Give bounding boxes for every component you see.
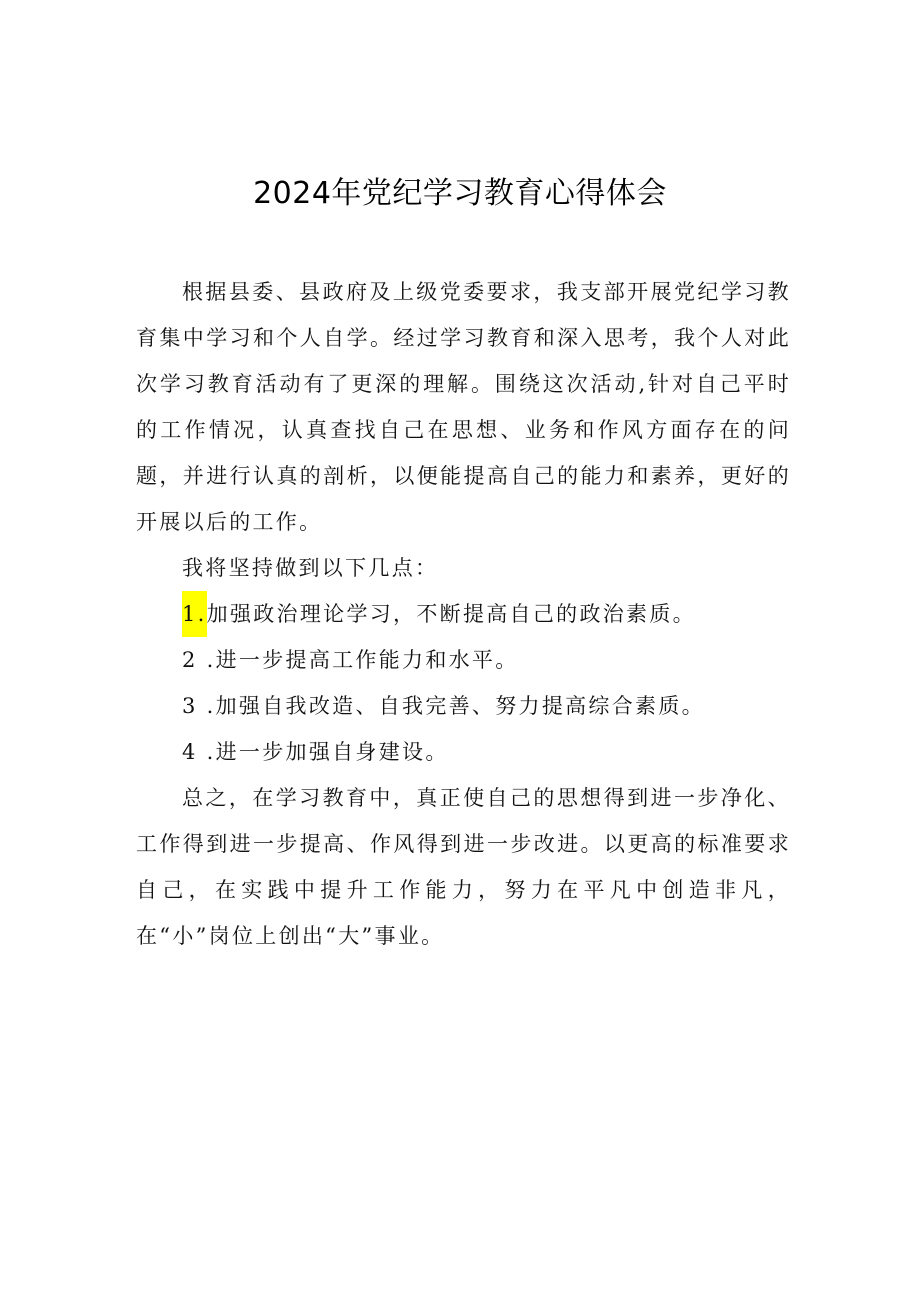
- conclusion-paragraph: 总之，在学习教育中，真正使自己的思想得到进一步净化、工作得到进一步提高、作风得到进一步改进。以更高的标准要求自己，在实践中提升工作能力，努力在平凡中创造非凡，在“小”岗位上创出“大”事业。: [136, 786, 791, 948]
- list-item-text: 加强政治理论学习，不断提高自己的政治素质。: [206, 602, 696, 626]
- list-item-3: [136, 683, 791, 729]
- list-item-number: 3 .: [182, 694, 216, 718]
- list-item-number: 2 .: [182, 648, 216, 672]
- list-item-text: 进一步提高工作能力和水平。: [215, 648, 519, 672]
- list-intro: 我将坚持做到以下几点：: [182, 556, 439, 580]
- highlighted-item-number: 1.: [182, 591, 207, 637]
- intro-paragraph: 根据县委、县政府及上级党委要求，我支部开展党纪学习教育集中学习和个人自学。经过学习教育和深入思考，我个人对此次学习教育活动有了更深的理解。围绕这次活动,针对自己平时的工作情况，认真查找自己在思想、业务和作风方面存在的问题，并进行认真的剖析，以便能提高自己的能力和素养，更好的开展以后的工作。: [136, 280, 791, 534]
- list-item-1: [136, 591, 791, 637]
- document-title: 2024年党纪学习教育心得体会: [253, 176, 667, 211]
- list-item-2: [136, 637, 791, 683]
- list-item-text: 加强自我改造、自我完善、努力提高综合素质。: [215, 694, 705, 718]
- list-item-number: 4 .: [182, 740, 216, 764]
- list-item-4: [136, 729, 791, 775]
- document-body: [136, 269, 791, 959]
- list-item-text: 进一步加强自身建设。: [215, 740, 449, 764]
